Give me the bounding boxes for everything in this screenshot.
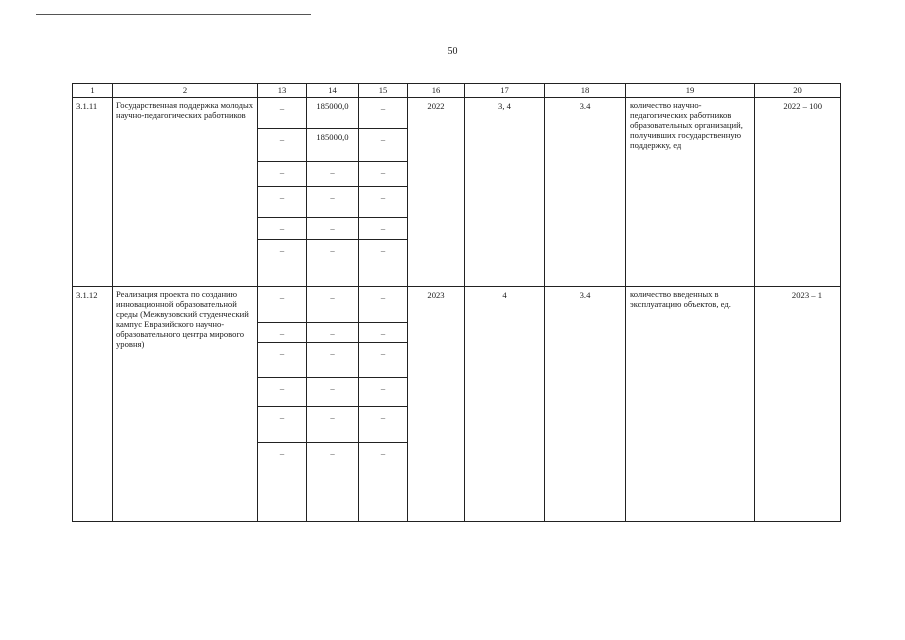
cell-19: количество введенных в эксплуатацию объектов, ед. xyxy=(626,287,755,522)
cell-13: – xyxy=(258,342,307,377)
cell-13: – xyxy=(258,186,307,217)
table-row xyxy=(73,98,841,129)
cell-14: – xyxy=(307,377,359,406)
cell-14: – xyxy=(307,239,359,286)
cell-15: – xyxy=(359,98,408,129)
cell-13: – xyxy=(258,98,307,129)
cell-19: количество научно-педагогических работников образовательных организаций, получивших государственную поддержку, ед xyxy=(626,98,755,287)
cell-16: 2022 xyxy=(408,98,465,287)
cell-20: 2022 – 100 xyxy=(755,98,841,287)
cell-14: – xyxy=(307,162,359,186)
cell-14: – xyxy=(307,287,359,322)
header-cell: 18 xyxy=(545,84,626,98)
header-cell: 13 xyxy=(258,84,307,98)
header-cell: 14 xyxy=(307,84,359,98)
cell-15: – xyxy=(359,322,408,342)
cell-15: – xyxy=(359,186,408,217)
cell-15: – xyxy=(359,129,408,162)
cell-13: – xyxy=(258,287,307,322)
cell-14: – xyxy=(307,186,359,217)
cell-16: 2023 xyxy=(408,287,465,522)
cell-14: 185000,0 xyxy=(307,98,359,129)
cell-14: 185000,0 xyxy=(307,129,359,162)
cell-13: – xyxy=(258,239,307,286)
cell-14: – xyxy=(307,322,359,342)
cell-15: – xyxy=(359,239,408,286)
cell-13: – xyxy=(258,407,307,443)
header-cell: 16 xyxy=(408,84,465,98)
header-cell: 17 xyxy=(465,84,545,98)
cell-15: – xyxy=(359,407,408,443)
cell-13: – xyxy=(258,377,307,406)
cell-13: – xyxy=(258,443,307,522)
header-cell: 1 xyxy=(73,84,113,98)
header-cell: 15 xyxy=(359,84,408,98)
header-cell: 2 xyxy=(113,84,258,98)
cell-14: – xyxy=(307,217,359,239)
cell-14: – xyxy=(307,342,359,377)
cell-15: – xyxy=(359,162,408,186)
cell-15: – xyxy=(359,287,408,322)
cell-13: – xyxy=(258,217,307,239)
item-name: Государственная поддержка молодых научно-педагогических работников xyxy=(113,98,258,287)
cell-15: – xyxy=(359,217,408,239)
item-number: 3.1.11 xyxy=(73,98,113,287)
cell-13: – xyxy=(258,129,307,162)
cell-14: – xyxy=(307,443,359,522)
table-row xyxy=(73,287,841,322)
cell-15: – xyxy=(359,443,408,522)
top-rule xyxy=(36,14,311,15)
cell-17: 4 xyxy=(465,287,545,522)
cell-18: 3.4 xyxy=(545,98,626,287)
cell-13: – xyxy=(258,162,307,186)
page-number: 50 xyxy=(447,46,458,57)
cell-20: 2023 – 1 xyxy=(755,287,841,522)
item-number: 3.1.12 xyxy=(73,287,113,522)
cell-15: – xyxy=(359,342,408,377)
data-table xyxy=(72,83,841,522)
cell-14: – xyxy=(307,407,359,443)
item-name: Реализация проекта по созданию инновационной образовательной среды (Межвузовский студенческий кампус Евразийского научно-образовательного центра мирового уровня) xyxy=(113,287,258,522)
cell-17: 3, 4 xyxy=(465,98,545,287)
header-row xyxy=(73,84,841,98)
cell-13: – xyxy=(258,322,307,342)
header-cell: 19 xyxy=(626,84,755,98)
cell-18: 3.4 xyxy=(545,287,626,522)
cell-15: – xyxy=(359,377,408,406)
header-cell: 20 xyxy=(755,84,841,98)
